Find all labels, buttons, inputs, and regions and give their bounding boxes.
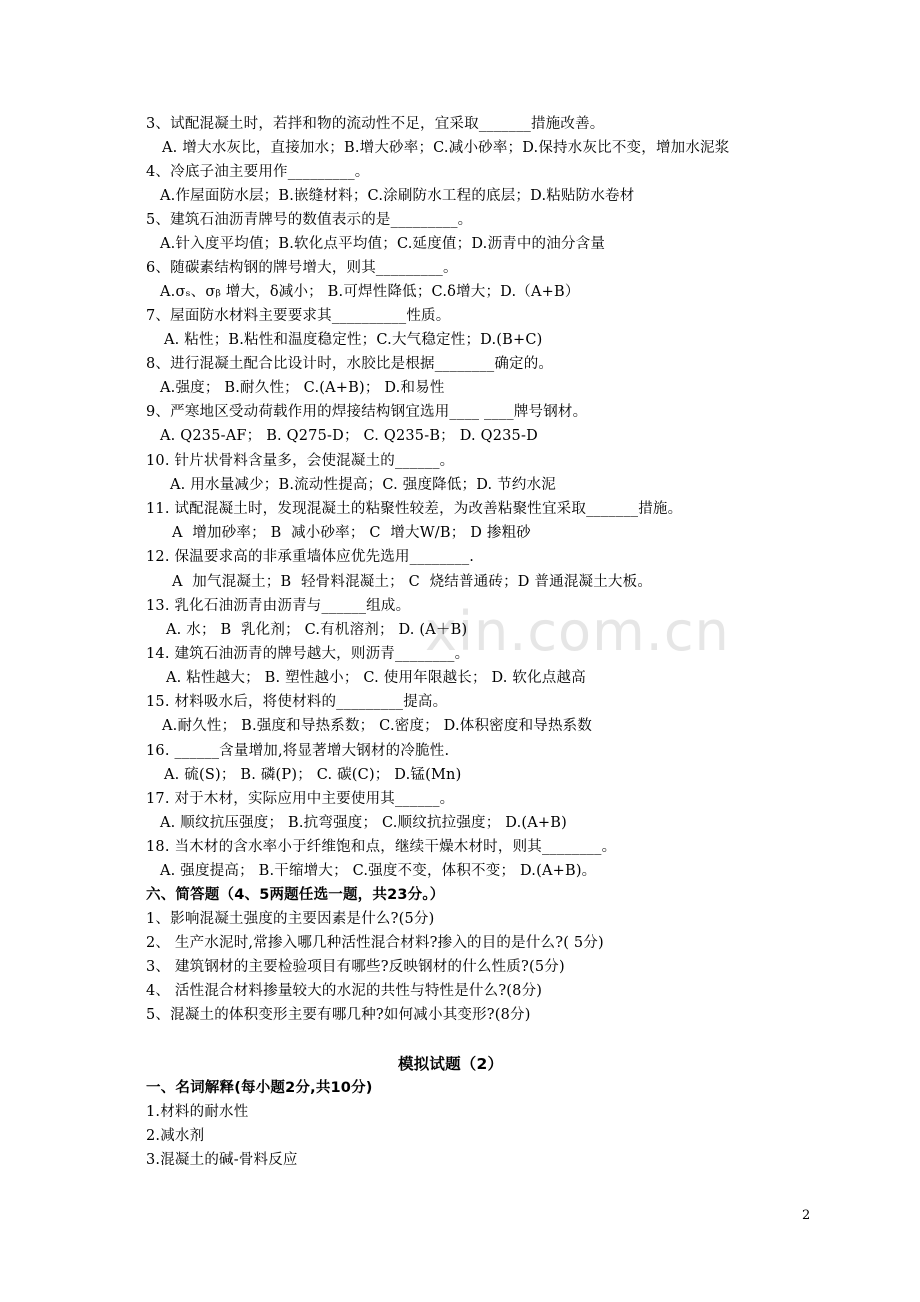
text-line: 3、 建筑钢材的主要检验项目有哪些?反映钢材的什么性质?(5分)	[146, 959, 565, 975]
text-line: 6、随碳素结构钢的牌号增大，则其_________。	[146, 260, 458, 276]
text-line: 4、冷底子油主要用作_________。	[146, 164, 370, 180]
text-line: 5、混凝土的体积变形主要有哪几种?如何减小其变形?(8分)	[146, 1007, 531, 1023]
text-line: 2、 生产水泥时,常掺入哪几种活性混合材料?掺入的目的是什么?( 5分)	[146, 935, 604, 951]
text-line: A.耐久性； B.强度和导热系数； C.密度； D.体积密度和导热系数	[162, 718, 593, 734]
text-line: A. 强度提高； B.干缩增大； C.强度不变，体积不变； D.(A+B)。	[160, 863, 597, 879]
text-line: A.强度； B.耐久性； C.(A+B)； D.和易性	[160, 380, 445, 396]
text-line: 15. 材料吸水后，将使材料的_________提高。	[146, 694, 448, 710]
text-line: 1、影响混凝土强度的主要因素是什么?(5分)	[146, 911, 435, 927]
text-line: A.针入度平均值；B.软化点平均值；C.延度值；D.沥青中的油分含量	[160, 236, 606, 252]
text-line: A. 水； B 乳化剂； C.有机溶剂； D. (A＋B)	[166, 622, 468, 638]
text-line: 8、进行混凝土配合比设计时，水胶比是根据________确定的。	[146, 356, 554, 372]
text-line: 13. 乳化石油沥青由沥青与______组成。	[146, 598, 411, 614]
text-line: 14. 建筑石油沥青的牌号越大，则沥青________。	[146, 646, 470, 662]
text-line: 7、屋面防水材料主要要求其__________性质。	[146, 308, 451, 324]
text-line: A. 硫(S)； B. 磷(P)； C. 碳(C)； D.锰(Mn)	[164, 767, 462, 783]
text-line: A. 粘性；B.粘性和温度稳定性；C.大气稳定性；D.(B+C)	[164, 332, 543, 348]
text-line: 16. ______含量增加,将显著增大钢材的冷脆性.	[146, 743, 450, 759]
text-line: A.σₛ、σᵦ 增大，δ减小； B.可焊性降低；C.δ增大；D.（A+B）	[160, 284, 580, 300]
text-line: A.作屋面防水层；B.嵌缝材料；C.涂刷防水工程的底层；D.粘贴防水卷材	[160, 188, 635, 204]
text-line: 1.材料的耐水性	[146, 1104, 249, 1120]
text-line: A 增加砂率； B 减小砂率； C 增大W/B； D 掺粗砂	[172, 525, 531, 541]
text-line: 18. 当木材的含水率小于纤维饱和点，继续干燥木材时，则其________。	[146, 839, 617, 855]
text-line: A. Q235-AF； B. Q275-D； C. Q235-B； D. Q235-D	[160, 428, 538, 444]
text-line: A. 用水量减少；B.流动性提高；C. 强度降低；D. 节约水泥	[170, 477, 556, 493]
text-line: 4、 活性混合材料掺量较大的水泥的共性与特性是什么?(8分)	[146, 983, 543, 999]
text-line: A. 顺纹抗压强度； B.抗弯强度； C.顺纹抗拉强度； D.(A+B)	[160, 815, 567, 831]
text-line: 3.混凝土的碱-骨料反应	[146, 1152, 298, 1168]
text-line: 3、试配混凝土时，若拌和物的流动性不足，宜采取_______措施改善。	[146, 116, 605, 132]
page-number: 2	[802, 1208, 811, 1223]
text-line: 10. 针片状骨料含量多，会使混凝土的______。	[146, 453, 455, 469]
watermark: xin.com.cn	[425, 600, 730, 663]
text-line: 9、严寒地区受动荷载作用的焊接结构钢宜选用____ ____牌号钢材。	[146, 404, 588, 420]
text-line: 12. 保温要求高的非承重墙体应优先选用________.	[146, 549, 475, 565]
text-line: 2.减水剂	[146, 1128, 205, 1144]
section-heading: 一、名词解释(每小题2分,共10分)	[146, 1080, 373, 1096]
section-heading: 六、简答题（4、5两题任选一题，共23分。）	[146, 887, 445, 903]
text-line: 5、建筑石油沥青牌号的数值表示的是_________。	[146, 212, 473, 228]
text-line: A 加气混凝土；B 轻骨料混凝土； C 烧结普通砖；D 普通混凝土大板。	[172, 574, 653, 590]
text-line: 17. 对于木材，实际应用中主要使用其______。	[146, 791, 455, 807]
section-title: 模拟试题（2）	[398, 1055, 504, 1073]
text-line: A. 增大水灰比，直接加水；B.增大砂率；C.减小砂率；D.保持水灰比不变，增加水泥浆	[162, 140, 730, 156]
text-line: A. 粘性越大； B. 塑性越小； C. 使用年限越长； D. 软化点越高	[166, 670, 586, 686]
text-line: 11. 试配混凝土时，发现混凝土的粘聚性较差，为改善粘聚性宜采取_______措施。	[146, 501, 683, 517]
